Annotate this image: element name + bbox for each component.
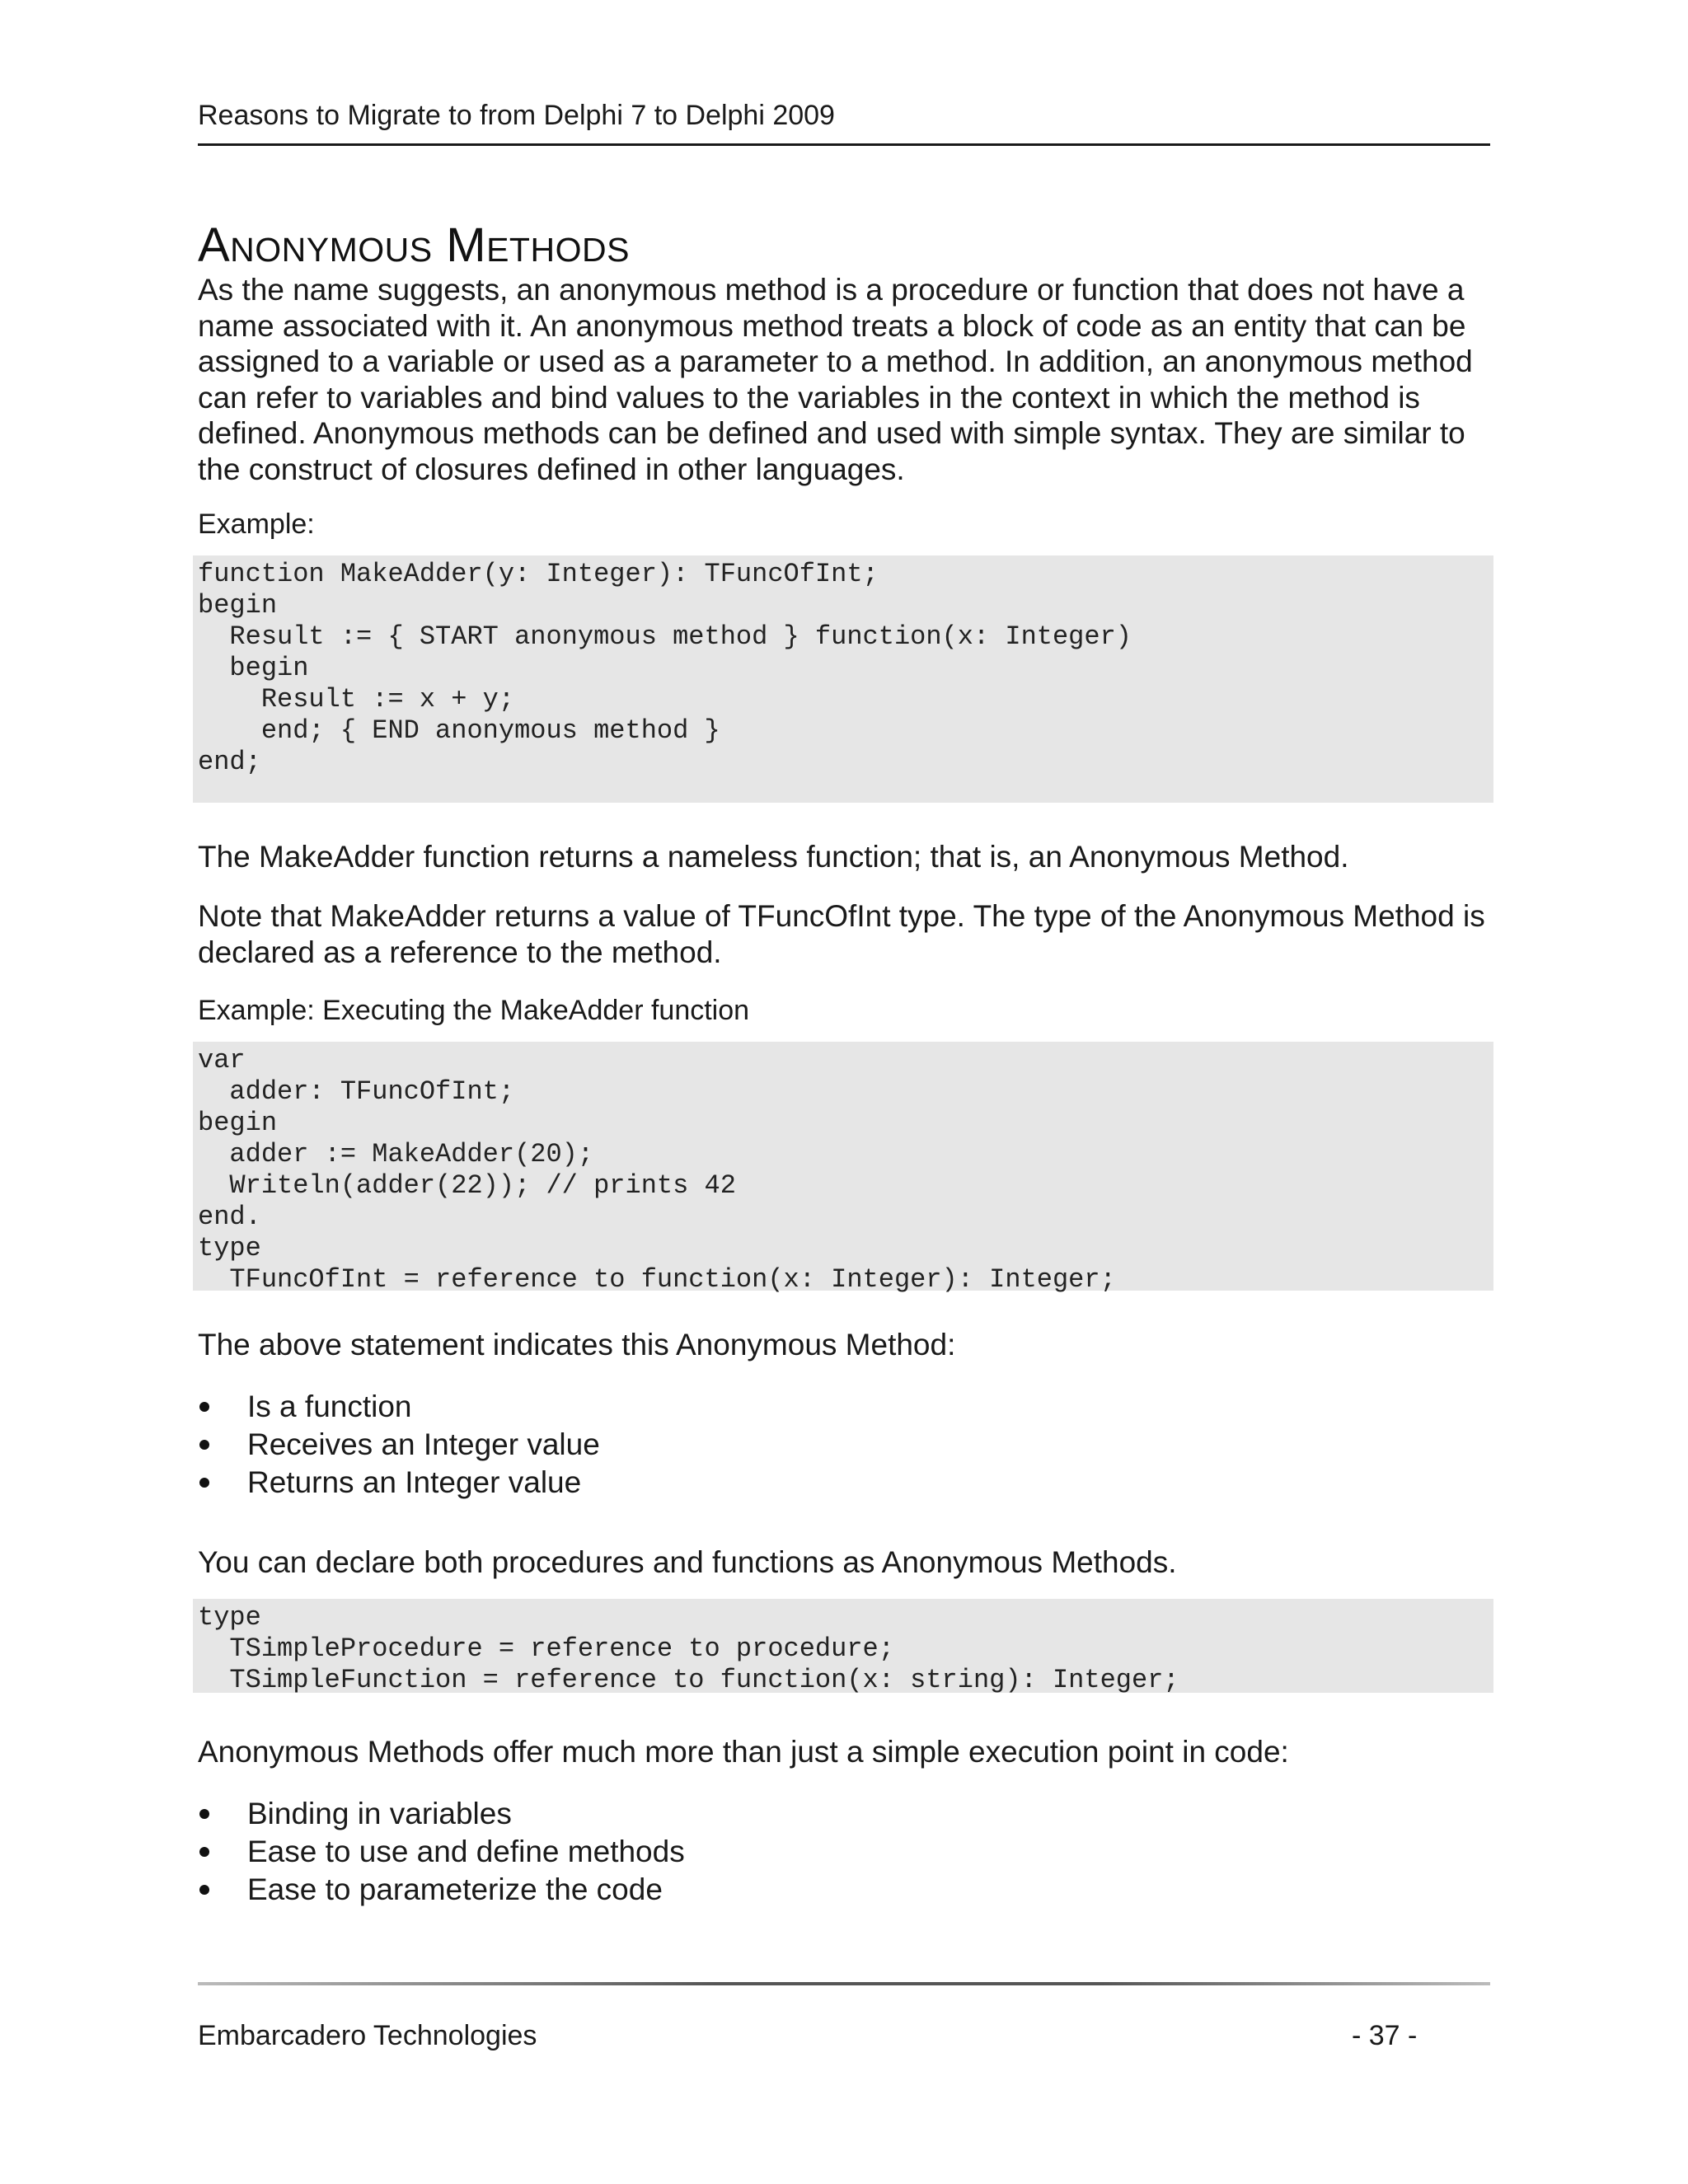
example-label: Example: xyxy=(198,509,315,540)
bullet-icon xyxy=(199,1402,209,1412)
code-line: adder: TFuncOfInt; xyxy=(198,1076,515,1107)
section-title: Anonymous Methods xyxy=(198,218,630,272)
bullet-icon xyxy=(199,1440,209,1450)
code-line: TFuncOfInt = reference to function(x: Integer): Integer; xyxy=(198,1264,1116,1295)
code-line: end. xyxy=(198,1202,261,1232)
code-line: Result := x + y; xyxy=(198,684,515,715)
running-header xyxy=(198,97,1490,146)
code-line: type xyxy=(198,1602,261,1633)
example-execute-label: Example: Executing the MakeAdder function xyxy=(198,995,750,1026)
code-block-types xyxy=(193,1599,1493,1693)
code-line: begin xyxy=(198,653,309,683)
code-line: TSimpleProcedure = reference to procedure; xyxy=(198,1633,894,1664)
offer-paragraph: Anonymous Methods offer much more than just a simple execution point in code: xyxy=(198,1735,1289,1769)
declare-paragraph: You can declare both procedures and functions as Anonymous Methods. xyxy=(198,1545,1177,1579)
list-item xyxy=(198,1871,1490,1909)
list-item-text: Binding in variables xyxy=(247,1797,512,1830)
list-item xyxy=(198,1388,1490,1426)
list-item-text: Is a function xyxy=(247,1390,412,1423)
code-block-execute xyxy=(193,1042,1493,1295)
list-item-text: Receives an Integer value xyxy=(247,1427,600,1461)
list-item xyxy=(198,1833,1490,1871)
code-line: Result := { START anonymous method } function(x: Integer) xyxy=(198,621,1132,652)
bullet-list-benefits xyxy=(198,1795,1490,1909)
list-item xyxy=(198,1426,1490,1464)
code-line: Writeln(adder(22)); // prints 42 xyxy=(198,1170,736,1201)
code-line: TSimpleFunction = reference to function(x: string): Integer; xyxy=(198,1665,1179,1695)
code-line: adder := MakeAdder(20); xyxy=(198,1139,594,1169)
list-item xyxy=(198,1464,1490,1502)
statement-paragraph: The above statement indicates this Anonymous Method: xyxy=(198,1328,956,1361)
code-line: function MakeAdder(y: Integer): TFuncOfInt; xyxy=(198,559,879,589)
bullet-icon xyxy=(199,1809,209,1819)
list-item-text: Returns an Integer value xyxy=(247,1465,582,1499)
footer-company: Embarcadero Technologies xyxy=(198,2020,537,2051)
code-line: begin xyxy=(198,590,278,621)
code-line: begin xyxy=(198,1108,278,1138)
bullet-list-properties xyxy=(198,1388,1490,1502)
footer-rule xyxy=(198,1982,1490,1985)
list-item xyxy=(198,1795,1490,1833)
intro-paragraph: As the name suggests, an anonymous method is a procedure or function that does not have a name associated with it. An anonymous method treats a block of code as an entity that can be assigned to a variable or used as a parameter to a method. In addition, an anonymous method can refer to variables and bind values to the variables in the context in which the method is defined. Anonymous methods can be defined and used with simple syntax. They are similar to the construct of closures defined in other languages. xyxy=(198,273,1473,486)
code-block-makeadder xyxy=(193,555,1493,803)
code-line: end; { END anonymous method } xyxy=(198,715,720,746)
note-paragraph: Note that MakeAdder returns a value of TFuncOfInt type. The type of the Anonymous Method is declared as a reference to the method. xyxy=(198,899,1485,969)
page-number: - 37 - xyxy=(1352,2020,1418,2051)
code-line: var xyxy=(198,1045,246,1076)
header-title: Reasons to Migrate to from Delphi 7 to Delphi 2009 xyxy=(198,100,835,131)
bullet-icon xyxy=(199,1478,209,1488)
list-item-text: Ease to use and define methods xyxy=(247,1835,685,1868)
code-line: end; xyxy=(198,747,261,777)
bullet-icon xyxy=(199,1885,209,1895)
bullet-icon xyxy=(199,1847,209,1857)
makeadder-paragraph: The MakeAdder function returns a nameless function; that is, an Anonymous Method. xyxy=(198,840,1349,874)
code-line: type xyxy=(198,1233,261,1263)
list-item-text: Ease to parameterize the code xyxy=(247,1872,663,1906)
